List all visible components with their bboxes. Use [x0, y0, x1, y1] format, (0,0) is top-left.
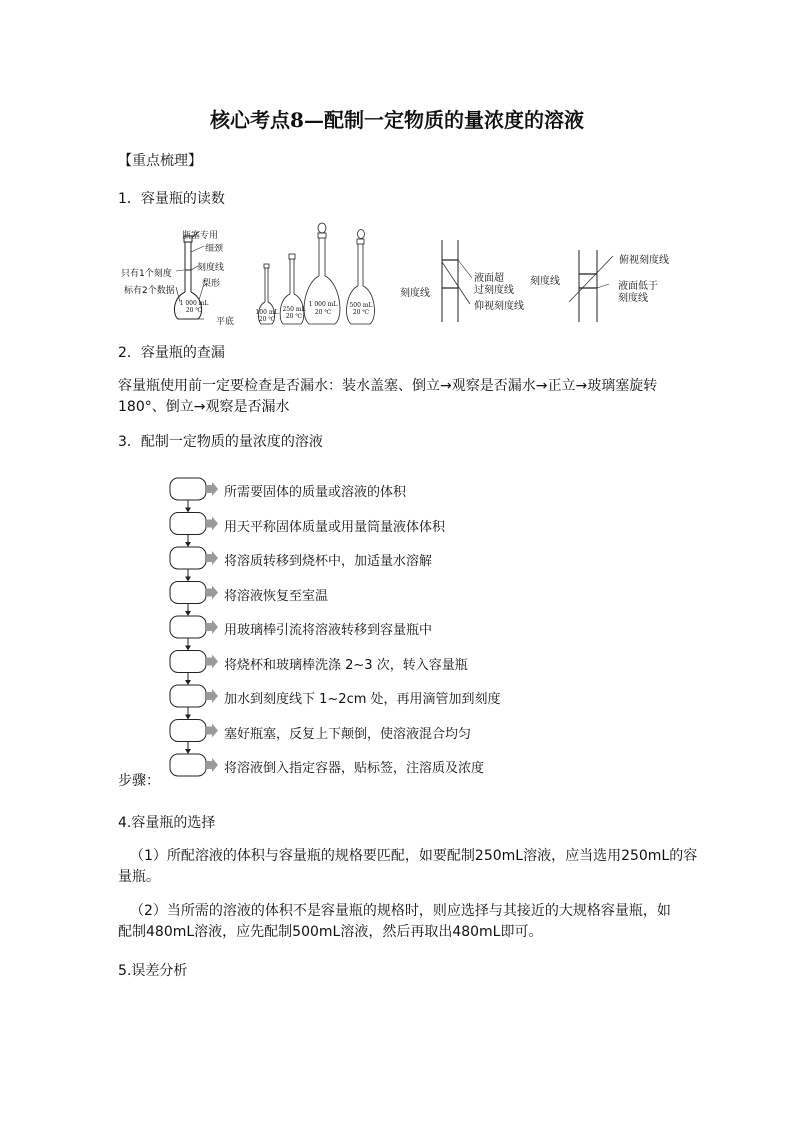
steps-label: 步骤： [118, 773, 160, 789]
flow-step-box [170, 754, 206, 776]
flow-arrowhead [185, 611, 191, 616]
flow-side-arrow [206, 517, 218, 531]
fig1-label-pear: 梨形 [202, 279, 221, 289]
page-title: 核心考点8—配制一定物质的量浓度的溶液 [210, 108, 584, 132]
flow-side-arrow [206, 482, 218, 496]
fig1-label-neck: 细颈 [205, 244, 224, 254]
flow-step-box [170, 478, 206, 500]
flow-step-label: 将溶液恢复至室温 [224, 588, 329, 604]
fig4-label-below-mark: 刻度线 [618, 293, 648, 304]
downward-view-diagram [565, 248, 615, 324]
flow-arrowhead [185, 680, 191, 685]
flow-step-box [170, 513, 206, 535]
fig1-label-mark: 刻度线 [197, 263, 225, 273]
fig4-label-look-down: 俯视刻度线 [619, 255, 669, 266]
flow-step-box [170, 547, 206, 569]
flask-1000-temp: 20 ℃ [314, 309, 332, 316]
section-2-line-1: 容量瓶使用前一定要检查是否漏水：装水盖塞、倒立→观察是否漏水→正立→玻璃塞旋转 [118, 378, 658, 394]
flow-step-label: 加水到刻度线下 1~2cm 处，再用滴管加到刻度 [224, 692, 501, 707]
procedure-flowchart [160, 470, 220, 790]
flow-arrowhead [185, 646, 191, 651]
section-header: 【重点梳理】 [118, 153, 202, 169]
section-4-para-2-line-2: 配制480mL溶液，应先配制500mL溶液，然后再取出480mL即可。 [118, 924, 543, 940]
section-1-heading: 1．容量瓶的读数 [118, 191, 225, 207]
flow-arrowhead [185, 508, 191, 513]
fig3-label-above: 液面超 [474, 273, 504, 284]
flow-step-box [170, 720, 206, 742]
section-2-line-2: 180°、倒立→观察是否漏水 [118, 399, 290, 415]
flow-side-arrow [206, 586, 218, 600]
fig1-flask-volume: 1 000 mL [179, 300, 209, 307]
flow-step-label: 塞好瓶塞，反复上下颠倒，使溶液混合均匀 [224, 726, 472, 742]
flow-side-arrow [206, 758, 218, 772]
fig4-label-below: 液面低于 [618, 281, 658, 292]
flow-arrowhead [185, 577, 191, 582]
flow-side-arrow [206, 724, 218, 738]
section-4-para-1-line-2: 量瓶。 [118, 869, 160, 885]
flow-step-box [170, 582, 206, 604]
flow-side-arrow [206, 551, 218, 565]
fig3-label-look-up: 仰视刻度线 [474, 301, 524, 312]
section-3-heading: 3．配制一定物质的量浓度的溶液 [118, 434, 323, 450]
flow-side-arrow [206, 620, 218, 634]
fig1-label-one-mark: 只有1个刻度 [121, 269, 172, 279]
fig4-mark-label: 刻度线 [530, 276, 560, 287]
flask-100-temp: 20 ℃ [258, 316, 276, 323]
flow-side-arrow [206, 689, 218, 703]
flow-step-label: 用天平称固体质量或用量筒量液体体积 [224, 519, 446, 535]
fig3-mark-label: 刻度线 [400, 288, 430, 299]
fig1-flask-temp: 20 ℃ [185, 307, 203, 314]
flow-step-label: 用玻璃棒引流将溶液转移到容量瓶中 [224, 623, 433, 638]
section-5-heading: 5.误差分析 [118, 963, 188, 979]
flow-step-label: 将烧杯和玻璃棒洗涤 2~3 次，转入容量瓶 [224, 657, 468, 673]
fig3-label-over-mark: 过刻度线 [474, 285, 514, 296]
flow-arrowhead [185, 749, 191, 754]
fig1-label-stopper: 瓶塞专用 [182, 231, 219, 241]
fig1-label-two-data: 标有2个数据 [124, 286, 175, 296]
flow-arrowhead [185, 542, 191, 547]
flow-step-box [170, 616, 206, 638]
flow-step-label: 将溶质转移到烧杯中，加适量水溶解 [224, 554, 433, 569]
flow-side-arrow [206, 655, 218, 669]
section-4-para-2-line-1: （2）当所需的溶液的体积不是容量瓶的规格时，则应选择与其接近的大规格容量瓶，如 [130, 903, 671, 919]
flow-step-label: 所需要固体的质量或溶液的体积 [224, 485, 407, 500]
flask-500-temp: 20 ℃ [352, 309, 370, 316]
flask-250-volume: 250 mL [282, 306, 306, 313]
flow-step-box [170, 651, 206, 673]
fig1-label-flat: 平底 [216, 317, 235, 327]
flow-step-label: 将溶液倒入指定容器，贴标签，注溶质及浓度 [224, 761, 485, 776]
flask-250-temp: 20 ℃ [285, 313, 303, 320]
section-2-heading: 2．容量瓶的查漏 [118, 345, 225, 361]
section-4-heading: 4.容量瓶的选择 [118, 815, 216, 831]
flask-1000-volume: 1 000 mL [308, 301, 338, 308]
flow-arrowhead [185, 715, 191, 720]
flow-step-box [170, 685, 206, 707]
flask-500-volume: 500 mL [349, 302, 373, 309]
section-4-para-1-line-1: （1）所配溶液的体积与容量瓶的规格要匹配，如要配制250mL溶液，应当选用250mL的容 [130, 848, 698, 864]
flask-100-volume: 100 mL [255, 309, 279, 316]
